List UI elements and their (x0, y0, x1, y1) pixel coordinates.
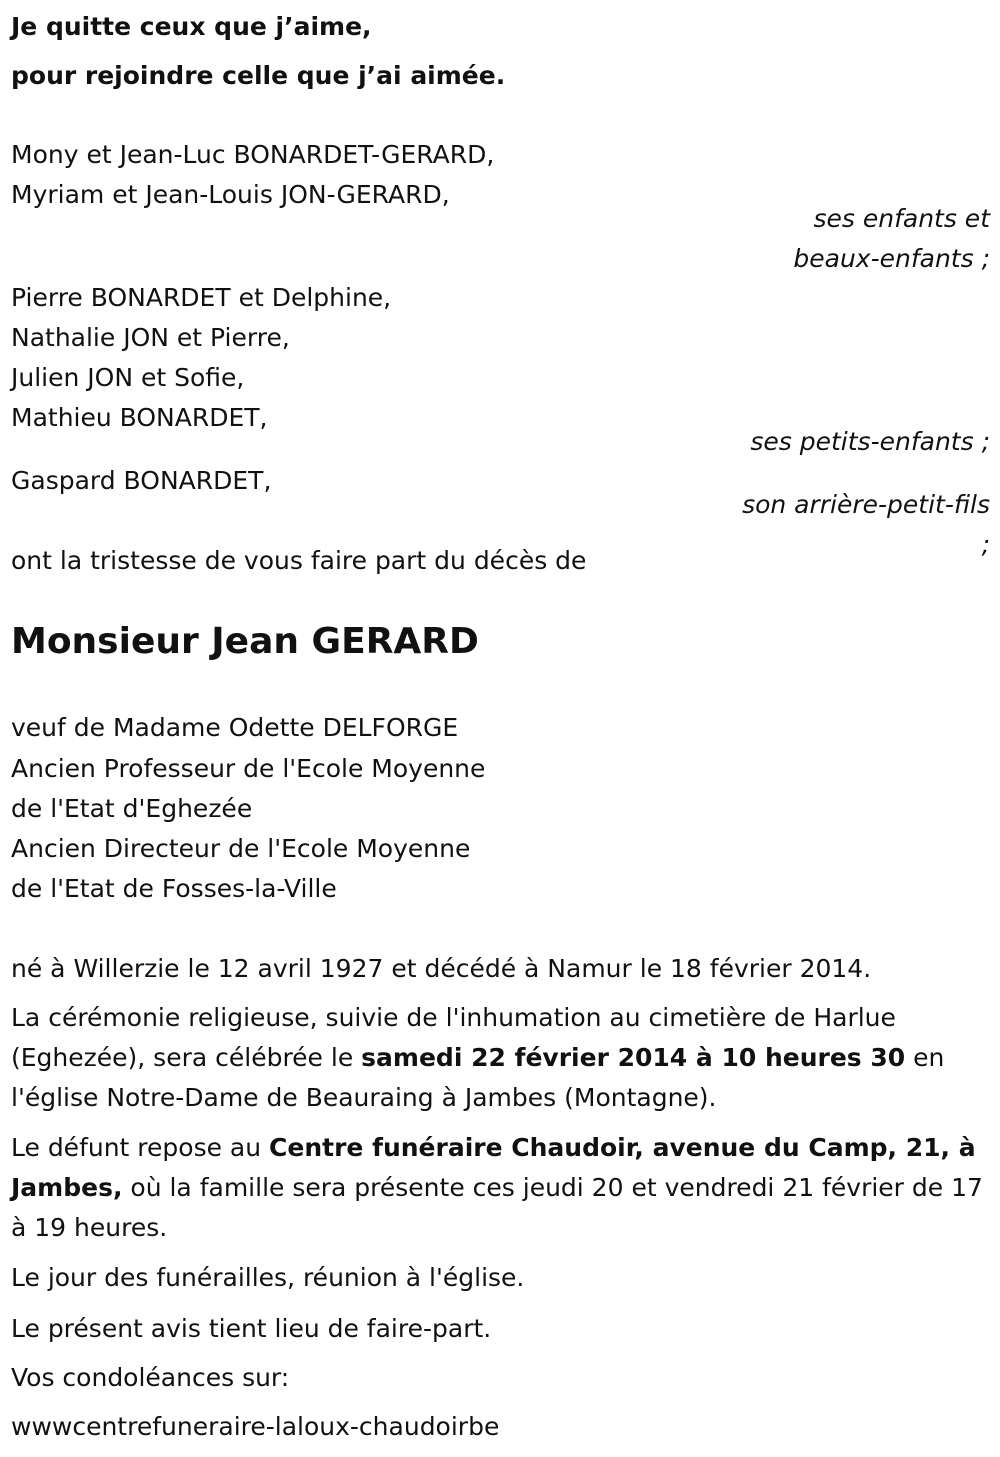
family-name: Julien JON et Sofie, (11, 363, 245, 392)
epitaph-line-2: pour rejoindre celle que j’ai aimée. (11, 61, 506, 90)
relation-label: beaux-enfants ; (793, 244, 990, 273)
announcement-text: ont la tristesse de vous faire part du décès de (11, 546, 587, 575)
epitaph-line-1: Je quitte ceux que j’aime, (11, 12, 372, 41)
relation-label: ses petits-enfants ; (750, 427, 990, 456)
deceased-detail: de l'Etat de Fosses-la-Ville (11, 874, 337, 903)
ceremony-paragraph (11, 998, 986, 1118)
relation-label: ses enfants et (813, 204, 990, 233)
deceased-detail: veuf de Madame Odette DELFORGE (11, 713, 459, 742)
notice-text: Le présent avis tient lieu de faire-part. (11, 1314, 492, 1343)
birth-death-dates: né à Willerzie le 12 avril 1927 et décédé à Namur le 18 février 2014. (11, 954, 872, 983)
family-name: Myriam et Jean-Louis JON-GERARD, (11, 180, 450, 209)
funeral-home-address: Centre funéraire Chaudoir, avenue du Camp, 21, à Jambes, (11, 1133, 976, 1202)
family-name: Pierre BONARDET et Delphine, (11, 283, 392, 312)
ceremony-text: La cérémonie religieuse, suivie de l'inhumation au cimetière de Harlue (Eghezée), sera célébrée le (11, 1003, 896, 1072)
deceased-detail: Ancien Professeur de l'Ecole Moyenne (11, 754, 486, 783)
family-name: Mony et Jean-Luc BONARDET-GERARD, (11, 140, 495, 169)
deceased-detail: Ancien Directeur de l'Ecole Moyenne (11, 834, 471, 863)
deceased-detail: de l'Etat d'Eghezée (11, 794, 253, 823)
relation-label: son arrière-petit-fils (742, 490, 990, 519)
family-name: Gaspard BONARDET, (11, 466, 272, 495)
ceremony-text: en l'église Notre-Dame de Beauraing à Jambes (Montagne). (11, 1043, 945, 1112)
relation-label: ; (981, 530, 990, 559)
family-name: Nathalie JON et Pierre, (11, 323, 290, 352)
condolences-website: wwwcentrefuneraire-laloux-chaudoirbe (11, 1412, 500, 1441)
condolences-label: Vos condoléances sur: (11, 1363, 290, 1392)
ceremony-datetime: samedi 22 février 2014 à 10 heures 30 (361, 1043, 906, 1072)
deceased-name: Monsieur Jean GERARD (11, 621, 479, 662)
family-name: Mathieu BONARDET, (11, 403, 268, 432)
rest-text: Le défunt repose au (11, 1133, 270, 1162)
gathering-text: Le jour des funérailles, réunion à l'église. (11, 1263, 525, 1292)
rest-text: où la famille sera présente ces jeudi 20 et vendredi 21 février de 17 à 19 heures. (11, 1173, 983, 1242)
rest-paragraph (11, 1128, 986, 1248)
